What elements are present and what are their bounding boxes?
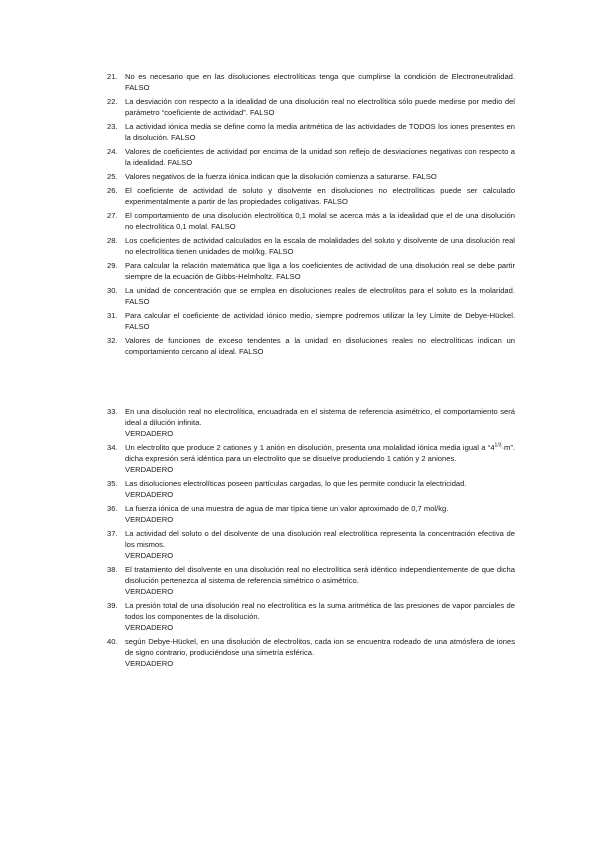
verdict-label: FALSO — [238, 347, 264, 356]
verdict-label: VERDADERO — [125, 623, 174, 632]
verdict-label: FALSO — [125, 297, 150, 306]
statement-text: Para calcular el coeficiente de actividad iónico medio, siempre podremos utilizar la ley Límite de Debye-Hückel. — [125, 310, 515, 320]
statement-text-continued: ·m”. dicha expresión será idéntica para un electrolito que se disuelve produciendo 1 catión y 2 aniones. — [125, 443, 515, 464]
verdict-label: VERDADERO — [125, 429, 174, 439]
verdict-label: FALSO — [268, 247, 294, 256]
verdict-label: FALSO — [125, 322, 150, 331]
statement-number: 26. — [107, 185, 118, 195]
statement-item — [107, 121, 515, 143]
statement-text: según Debye-Hückel, en una disolución de electrolitos, cada ion se encuentra rodeado de una atmósfera de iones de signo contrario, produciéndose una simetría esférica. — [125, 636, 515, 657]
statement-text: La unidad de concentración que se emplea en disoluciones reales de electrolitos para el soluto es la molaridad. — [125, 285, 515, 295]
verdict-label: VERDADERO — [125, 515, 174, 524]
statement-item — [107, 210, 515, 232]
statement-item — [107, 235, 515, 257]
statement-text: Las disoluciones electrolíticas poseen partículas cargadas, lo que les permite conducir la electricidad. — [125, 479, 467, 488]
statement-number: 32. — [107, 335, 118, 345]
statement-text: La fuerza iónica de una muestra de agua de mar típica tiene un valor aproximado de 0,7 mol/kg. — [125, 503, 449, 513]
statement-number: 25. — [107, 172, 118, 181]
statement-item — [107, 146, 515, 168]
verdict-label: VERDADERO — [125, 465, 174, 475]
verdict-label: FALSO — [171, 133, 196, 143]
verdict-label: VERDADERO — [125, 551, 174, 560]
true-statements-list — [107, 406, 515, 672]
statement-number: 28. — [107, 235, 118, 245]
verdict-label: FALSO — [323, 197, 348, 206]
statement-item — [107, 600, 515, 634]
statement-number: 27. — [107, 210, 118, 220]
verdict-label: FALSO — [125, 83, 150, 93]
statement-item — [107, 335, 515, 357]
statement-number: 37. — [107, 528, 118, 538]
statement-number: 35. — [107, 479, 118, 488]
statement-text: En una disolución real no electrolítica, encuadrada en el sistema de referencia asimétrico, el comportamiento será ideal a dilución infinita. — [125, 407, 515, 428]
statement-item — [107, 478, 515, 500]
false-statements-list — [107, 71, 515, 360]
statement-item — [107, 564, 515, 598]
statement-item — [107, 96, 515, 118]
statement-number: 38. — [107, 564, 118, 574]
statement-item — [107, 185, 515, 207]
statement-item — [107, 285, 515, 307]
exponent-superscript: 1/3 — [494, 442, 502, 449]
verdict-label: FALSO — [249, 108, 275, 118]
statement-number: 34. — [107, 443, 118, 452]
statement-text: La actividad del soluto o del disolvente de una disolución real electrolítica representa la concentración efectiva de los mismos. — [125, 528, 515, 549]
verdict-label: VERDADERO — [125, 490, 174, 500]
statement-item — [107, 636, 515, 670]
statement-text: Valores de coeficientes de actividad por encima de la unidad son reflejo de desviaciones negativas con respecto a la idealidad. — [125, 147, 515, 168]
statement-number: 21. — [107, 72, 118, 81]
verdict-label: FALSO — [276, 272, 301, 281]
statement-text: Valores negativos de la fuerza iónica indican que la disolución comienza a saturarse. — [125, 172, 411, 181]
statement-item — [107, 260, 515, 282]
statement-item — [107, 310, 515, 332]
statement-text: La actividad iónica media se define como la media aritmética de las actividades de TODOS los iones presentes en la disolución. — [125, 122, 515, 143]
statement-number: 40. — [107, 636, 118, 646]
statement-text: El tratamiento del disolvente en una disolución real no electrolítica será idéntico independientemente de que dicha disolución pertenezca al sistema de referencia simétrico o asimétrico. — [125, 564, 515, 585]
statement-item — [107, 528, 515, 562]
statement-text: Valores de funciones de exceso tendentes a la unidad en disoluciones reales no electrolíticas indican un comportamiento cercano al ideal. — [125, 335, 515, 356]
statement-text: El coeficiente de actividad de soluto y disolvente en disoluciones no electrolíticas puede ser calculado experimentalmente a partir de las propiedades coligativas. — [125, 185, 515, 206]
statement-item — [107, 406, 515, 440]
statement-number: 31. — [107, 310, 118, 320]
statement-text: La desviación con respecto a la idealidad de una disolución real no electrolítica sólo puede medirse por medio del parámetro “coeficiente de actividad”. — [125, 97, 515, 118]
statement-item — [107, 503, 515, 525]
statement-number: 30. — [107, 285, 118, 295]
statement-text: Los coeficientes de actividad calculados en la escala de molalidades del soluto y disolvente de una disolución real no electrolítica tienen unidades de mol/kg. — [125, 235, 515, 256]
statement-number: 23. — [107, 122, 118, 131]
statement-text: La presión total de una disolución real no electrolítica es la suma aritmética de las presiones de vapor parciales de todos los componentes de la disolución. — [125, 600, 515, 621]
statement-number: 24. — [107, 147, 118, 156]
statement-item — [107, 171, 515, 182]
verdict-label: FALSO — [167, 158, 193, 168]
statement-text: Un electrolito que produce 2 cationes y 1 anión en disolución, presenta una molalidad iónica media igual a “4 — [125, 443, 495, 452]
statement-number: 22. — [107, 97, 118, 106]
statement-text: Para calcular la relación matemática que liga a los coeficientes de actividad de una disolución real se debe partir siempre de la ecuación de Gibbs-Helmholtz. — [125, 260, 515, 281]
verdict-label: FALSO — [412, 172, 437, 181]
statement-number: 29. — [107, 260, 118, 270]
statement-item — [107, 71, 515, 93]
statement-text: No es necesario que en las disoluciones electrolíticas tenga que cumplirse la condición de Electroneutralidad. — [125, 72, 515, 81]
statement-number: 33. — [107, 407, 118, 416]
statement-number: 39. — [107, 600, 118, 610]
statement-text: El comportamiento de una disolución electrolítica 0,1 molal se acerca más a la idealidad que el de una disolución no electrolítica 0,1 molal. — [125, 210, 515, 231]
statement-item — [107, 442, 515, 476]
statement-number: 36. — [107, 503, 118, 513]
verdict-label: FALSO — [211, 222, 236, 231]
verdict-label: VERDADERO — [125, 659, 174, 668]
verdict-label: VERDADERO — [125, 587, 174, 596]
